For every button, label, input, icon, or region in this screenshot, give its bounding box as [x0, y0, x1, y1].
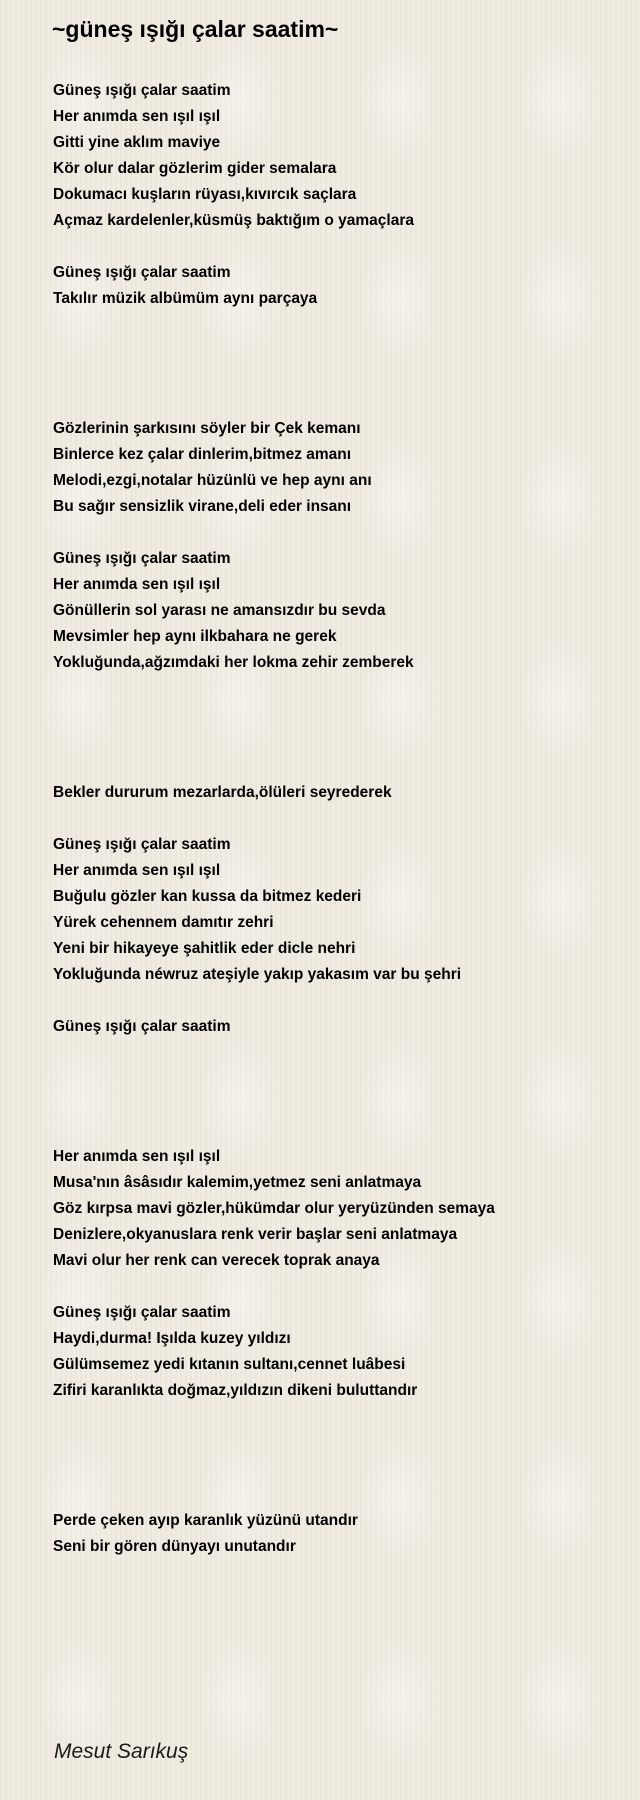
- poem-line: Güneş ışığı çalar saatim: [53, 550, 231, 567]
- poem-line: Bu sağır sensizlik virane,deli eder insanı: [53, 498, 352, 515]
- poem-body: [53, 78, 613, 1560]
- poem-line: Perde çeken ayıp karanlık yüzünü utandır: [53, 1512, 358, 1529]
- poem-line: Gönüllerin sol yarası ne amansızdır bu sevda: [53, 602, 386, 619]
- poem-line: Binlerce kez çalar dinlerim,bitmez amanı: [53, 446, 352, 463]
- stanza: [53, 780, 613, 806]
- stanza: [53, 1014, 613, 1040]
- stanza-spacer: [53, 988, 613, 1014]
- stanza-spacer: [53, 1274, 613, 1300]
- poem-line: Kör olur dalar gözlerim gider semalara: [53, 160, 337, 177]
- poem-line: Güneş ışığı çalar saatim: [53, 836, 231, 853]
- stanza: [53, 546, 613, 676]
- stanza: [53, 1508, 613, 1560]
- poem-line: Yokluğunda néwruz ateşiyle yakıp yakasım var bu şehri: [53, 966, 462, 983]
- poem-line: Buğulu gözler kan kussa da bitmez kederi: [53, 888, 362, 905]
- stanza-spacer: [53, 806, 613, 832]
- poem-line: Melodi,ezgi,notalar hüzünlü ve hep aynı anı: [53, 472, 372, 489]
- poem-line: Dokumacı kuşların rüyası,kıvırcık saçlara: [53, 186, 357, 203]
- poem-line: Gitti yine aklım maviye: [53, 134, 221, 151]
- poem-line: Haydi,durma! Işılda kuzey yıldızı: [53, 1330, 291, 1347]
- poem-line: Zifiri karanlıkta doğmaz,yıldızın dikeni buluttandır: [53, 1382, 418, 1399]
- stanza: [53, 1144, 613, 1274]
- poem-line: Gözlerinin şarkısını söyler bir Çek kemanı: [53, 420, 361, 437]
- poem-line: Yeni bir hikayeye şahitlik eder dicle nehri: [53, 940, 356, 957]
- poem-line: Her anımda sen ışıl ışıl: [53, 108, 221, 125]
- poem-line: Seni bir gören dünyayı unutandır: [53, 1538, 296, 1555]
- poem-line: Mavi olur her renk can verecek toprak anaya: [53, 1252, 380, 1269]
- stanza: [53, 78, 613, 234]
- poem-line: Güneş ışığı çalar saatim: [53, 82, 231, 99]
- poem-line: Yokluğunda,ağzımdaki her lokma zehir zemberek: [53, 654, 414, 671]
- poem-line: Her anımda sen ışıl ışıl: [53, 1148, 221, 1165]
- poem-line: Güneş ışığı çalar saatim: [53, 1018, 231, 1035]
- stanza-spacer: [53, 1404, 613, 1508]
- poem-line: Musa'nın âsâsıdır kalemim,yetmez seni anlatmaya: [53, 1174, 422, 1191]
- author-name: Mesut Sarıkuş: [54, 1740, 189, 1763]
- poem-title: ~güneş ışığı çalar saatim~: [52, 16, 339, 42]
- stanza-spacer: [53, 676, 613, 780]
- poem-line: Göz kırpsa mavi gözler,hükümdar olur yeryüzünden semaya: [53, 1200, 495, 1217]
- stanza-spacer: [53, 520, 613, 546]
- stanza: [53, 1300, 613, 1404]
- stanza-spacer: [53, 1040, 613, 1144]
- poem-line: Her anımda sen ışıl ışıl: [53, 862, 221, 879]
- poem-line: Gülümsemez yedi kıtanın sultanı,cennet luâbesi: [53, 1356, 406, 1373]
- stanza-spacer: [53, 234, 613, 260]
- stanza: [53, 832, 613, 988]
- stanza-spacer: [53, 312, 613, 416]
- poem-line: Mevsimler hep aynı ilkbahara ne gerek: [53, 628, 337, 645]
- poem-line: Güneş ışığı çalar saatim: [53, 1304, 231, 1321]
- poem-line: Yürek cehennem damıtır zehri: [53, 914, 274, 931]
- poem-line: Takılır müzik albümüm aynı parçaya: [53, 290, 318, 307]
- poem-line: Her anımda sen ışıl ışıl: [53, 576, 221, 593]
- poem-line: Açmaz kardelenler,küsmüş baktığım o yamaçlara: [53, 212, 414, 229]
- poem-line: Güneş ışığı çalar saatim: [53, 264, 231, 281]
- poem-line: Denizlere,okyanuslara renk verir başlar seni anlatmaya: [53, 1226, 458, 1243]
- poem-line: Bekler dururum mezarlarda,ölüleri seyrederek: [53, 784, 392, 801]
- stanza: [53, 260, 613, 312]
- stanza: [53, 416, 613, 520]
